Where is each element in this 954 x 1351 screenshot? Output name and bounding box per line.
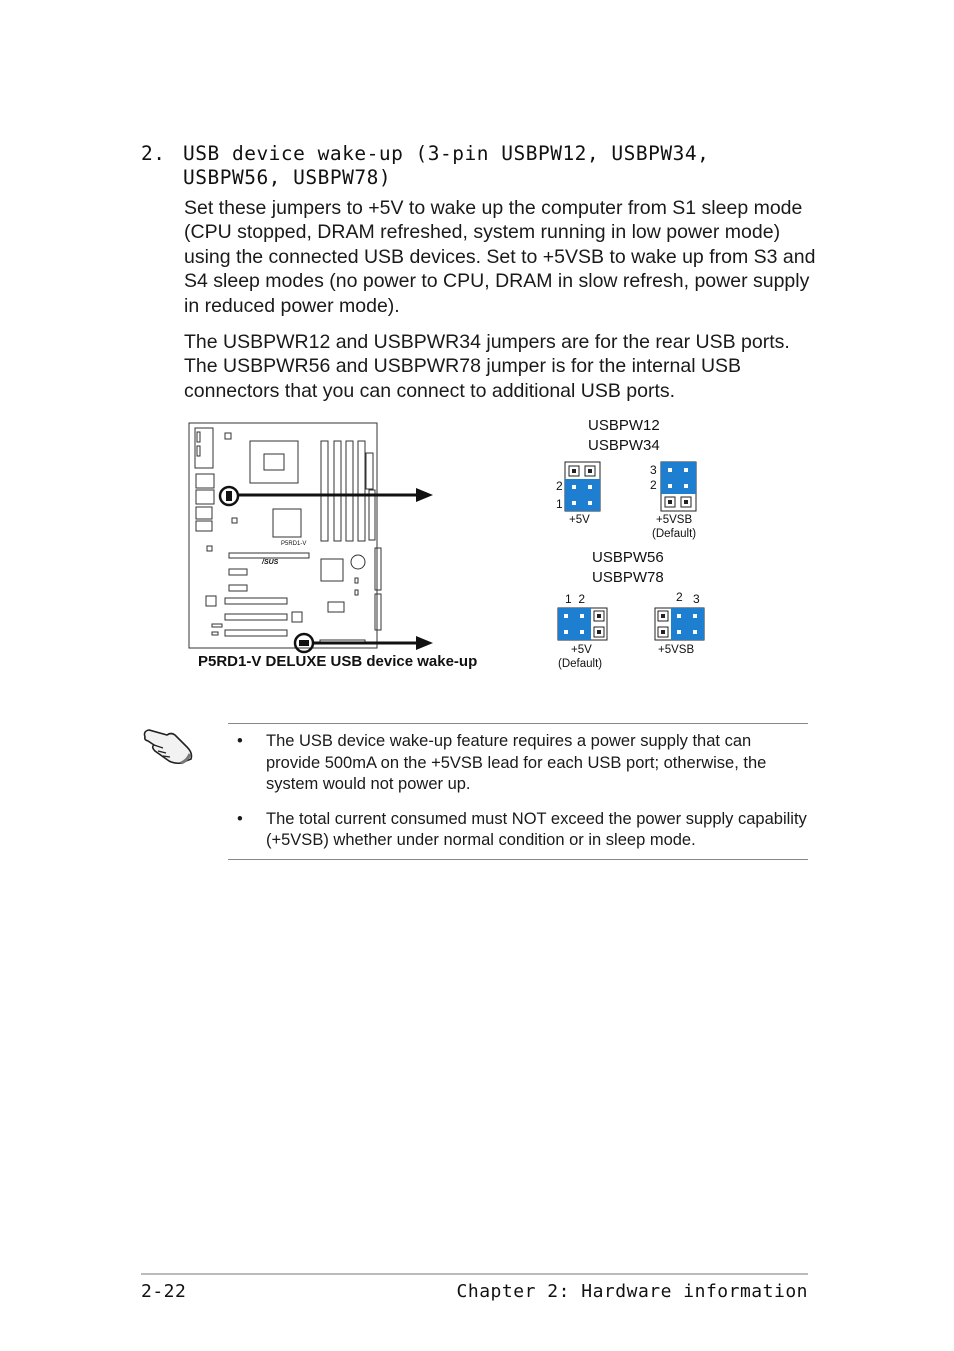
note-text-2: The total current consumed must NOT exceed the power supply capability (+5VSB) whether under normal condition or in sleep mode. [266, 809, 807, 849]
brand-logo-text: /SUS [262, 559, 279, 566]
g2-right-pin-b: 3 [693, 592, 700, 606]
usbpw12-title: USBPW12 [588, 417, 660, 434]
note-list [228, 731, 808, 865]
section-title-line1: USB device wake-up (3-pin USBPW12, USBPW34, [183, 142, 710, 165]
usbpw56-title: USBPW56 [592, 549, 664, 566]
figure-caption: P5RD1-V DELUXE USB device wake-up [198, 653, 478, 670]
note-top-rule [228, 723, 808, 724]
g2-left-default: (Default) [558, 658, 603, 670]
note-item-2 [228, 809, 808, 852]
section-title-line2: USBPW56, USBPW78) [183, 166, 392, 189]
usbpw78-title: USBPW78 [592, 569, 664, 586]
g2-right-pin-a: 2 [676, 590, 683, 604]
footer-rule [141, 1273, 808, 1275]
arrow-1-head [416, 488, 433, 502]
paragraph-1: Set these jumpers to +5V to wake up the computer from S1 sleep mode (CPU stopped, DRAM refreshed, system running in low power mode) using the connected USB devices. Set to +5VSB to wake up from S3 and S4 sleep modes (no power to CPU, DRAM in slow refresh, power supply in reduced power mode). [184, 197, 816, 317]
g1-left-pin-bottom: 1 [556, 497, 563, 511]
hand-note-icon [141, 721, 201, 767]
g2-right-setting: +5VSB [658, 644, 695, 656]
usbpw34-title: USBPW34 [588, 437, 660, 454]
arrow-2-head [416, 636, 433, 650]
g1-right-setting: +5VSB [656, 514, 693, 526]
note-text-1: The USB device wake-up feature requires a power supply that can provide 500mA on the +5VSB lead for each USB port; otherwise, the system would not power up. [266, 732, 767, 793]
section-number: 2. [141, 142, 166, 165]
note-bottom-rule [228, 859, 808, 860]
usbpw12-jumper-5vsb [661, 462, 696, 511]
motherboard-outline [189, 423, 381, 648]
g1-right-pin-bottom: 2 [650, 478, 657, 492]
g2-left-pins: 1 2 [565, 592, 586, 606]
paragraph-2: The USBPWR12 and USBPWR34 jumpers are for the rear USB ports. The USBPWR56 and USBPWR78 jumper is for the internal USB connectors that you can connect to additional USB ports. [184, 331, 790, 402]
bullet-icon: • [237, 732, 243, 750]
g1-right-default: (Default) [652, 528, 697, 540]
g1-left-setting: +5V [569, 514, 590, 526]
g1-left-pin-top: 2 [556, 479, 563, 493]
usbpw12-jumper-5v [565, 462, 600, 511]
g1-right-pin-top: 3 [650, 463, 657, 477]
usbpw56-jumper-5vsb [655, 608, 704, 640]
usbpw56-jumper-5v [558, 608, 607, 640]
board-model-label: P5RD1-V [281, 541, 307, 547]
chapter-title: Chapter 2: Hardware information [456, 1281, 808, 1302]
page-number: 2-22 [141, 1281, 187, 1302]
g2-left-setting: +5V [571, 644, 592, 656]
note-item-1 [228, 731, 808, 796]
bullet-icon: • [237, 809, 243, 828]
